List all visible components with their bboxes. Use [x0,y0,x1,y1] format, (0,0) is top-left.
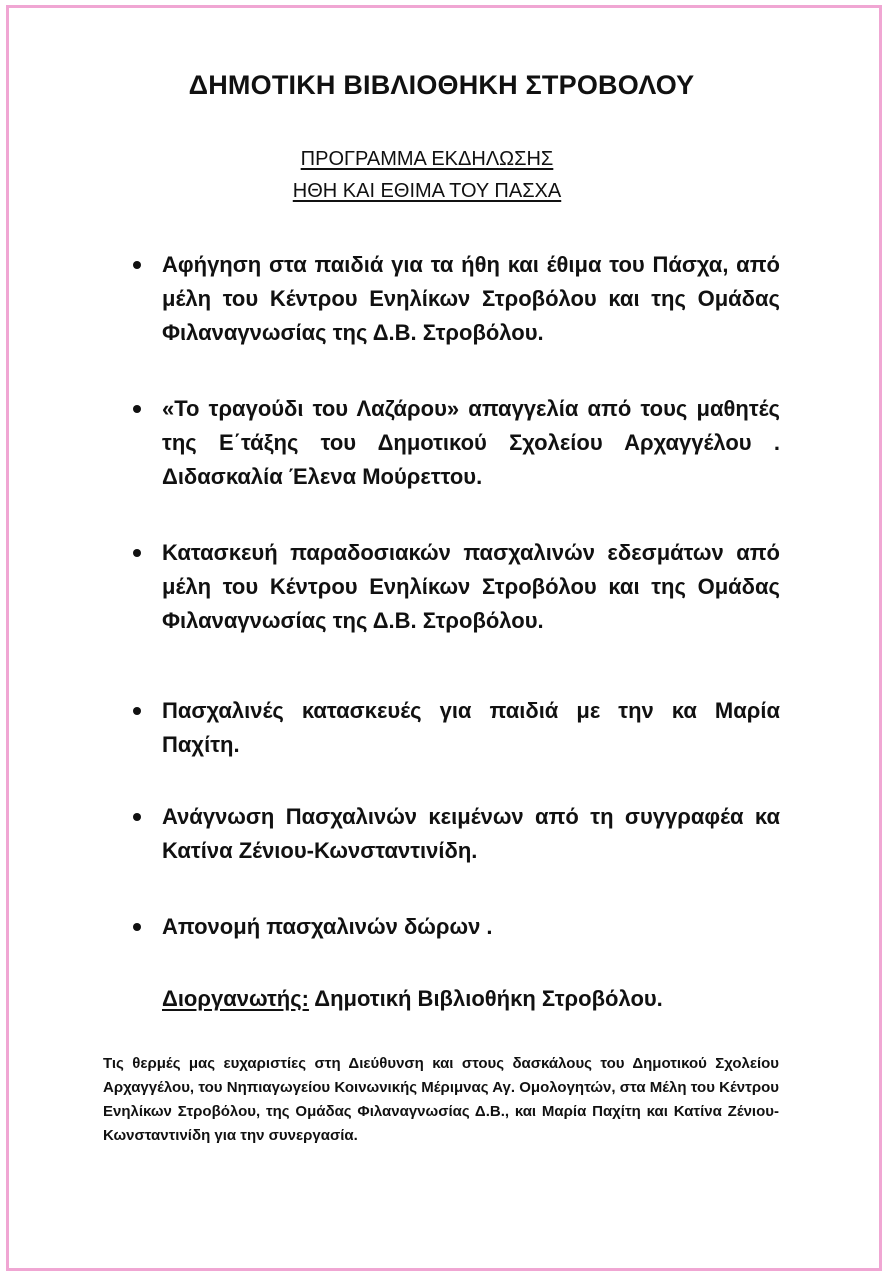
program-item [162,694,780,762]
program-item [162,536,780,638]
program-item [162,910,780,944]
bullet-icon [133,405,141,413]
program-item [162,248,780,350]
program-subheading: ΗΘΗ ΚΑΙ ΕΘΙΜΑ ΤΟΥ ΠΑΣΧΑ [292,180,562,202]
bullet-icon [133,549,141,557]
program-item-text: Κατασκευή παραδοσιακών πασχαλινών εδεσμάτων από μέλη του Κέντρου Ενηλίκων Στροβόλου και της Ομάδας Φιλαναγνωσίας της Δ.Β. Στροβόλου. [162,540,780,633]
document-title: ΔΗΜΟΤΙΚΗ ΒΙΒΛΙΟΘΗΚΗ ΣΤΡΟΒΟΛΟΥ [188,70,695,100]
program-item [162,392,780,494]
program-item-text: «Το τραγούδι του Λαζάρου» απαγγελία από τους μαθητές της Ε΄τάξης του Δημοτικού Σχολείου Αρχαγγέλου . Διδασκαλία Έλενα Μούρεττου. [162,396,780,489]
acknowledgements: Τις θερμές μας ευχαριστίες στη Διεύθυνση και στους δασκάλους του Δημοτικού Σχολείου Αρχαγγέλου, του Νηπιαγωγείου Κοινωνικής Μέριμνας Αγ. Ομολογητών, στα Μέλη του Κέντρου Ενηλίκων Στροβόλου, της Ομάδας Φιλαναγνωσίας Δ.Β., και Μαρία Παχίτη και Κατίνα Ζένιου-Κωνσταντινίδη για την συνεργασία. [103,1055,779,1144]
program-item [162,800,780,868]
organizer-value: Δημοτική Βιβλιοθήκη Στροβόλου. [308,986,663,1011]
organizer-label: Διοργανωτής: [162,986,309,1011]
bullet-icon [133,261,141,269]
program-item-text: Απονομή πασχαλινών δώρων . [162,914,493,939]
program-item-text: Αφήγηση στα παιδιά για τα ήθη και έθιμα του Πάσχα, από μέλη του Κέντρου Ενηλίκων Στροβόλου και της Ομάδας Φιλαναγνωσίας της Δ.Β. Στροβόλου. [162,252,780,345]
organizer-line [162,982,663,1016]
program-heading: ΠΡΟΓΡΑΜΜΑ ΕΚΔΗΛΩΣΗΣ [300,148,554,170]
bullet-icon [133,707,141,715]
program-item-text: Πασχαλινές κατασκευές για παιδιά με την κα Μαρία Παχίτη. [162,698,780,757]
bullet-icon [133,813,141,821]
program-item-text: Ανάγνωση Πασχαλινών κειμένων από τη συγγραφέα κα Κατίνα Ζένιου-Κωνσταντινίδη. [162,804,780,863]
bullet-icon [133,923,141,931]
